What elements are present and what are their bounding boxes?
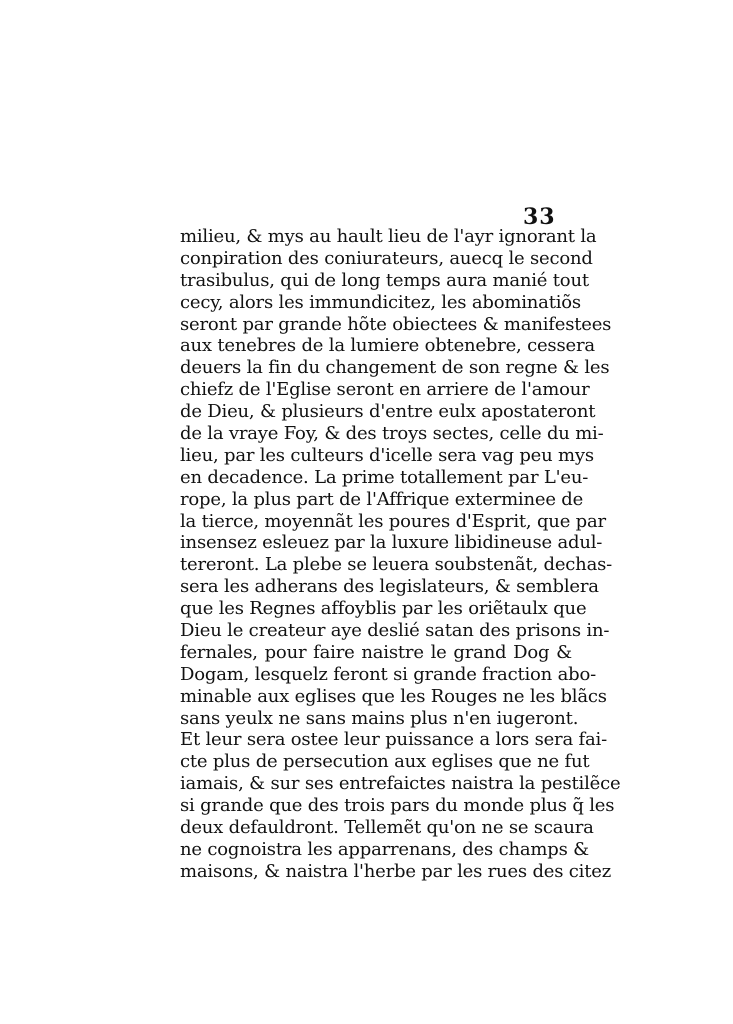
text-line: Dieu le createur aye deslié satan des prisons in- [180,620,610,642]
text-line: tereront. La plebe se leuera soubstenãt, dechas- [180,554,613,576]
text-line: sans yeulx ne sans mains plus n'en iugeront. [180,707,579,729]
text-line: aux tenebres de la lumiere obtenebre, cessera [180,335,595,357]
text-line: minable aux eglises que les Rouges ne les blãcs [180,685,607,707]
text-line: seront par grande hõte obiectees & manifestees [180,313,612,335]
text-line: trasibulus, qui de long temps aura manié tout [180,269,589,291]
text-line: conpiration des coniurateurs, auecq le second [180,247,593,269]
text-line: iamais, & sur ses entrefaictes naistra la pestilẽce [180,773,621,795]
text-line: lieu, par les culteurs d'icelle sera vag peu mys [180,444,594,466]
text-line: en decadence. La prime totallement par L'eu- [180,466,589,488]
text-line: milieu, & mys au hault lieu de l'ayr ignorant la [180,226,597,247]
text-line: que les Regnes affoyblis par les oriẽtaulx que [180,598,587,620]
text-line: insensez esleuez par la luxure libidineuse adul- [180,532,603,554]
text-line: rope, la plus part de l'Affrique exterminee de [180,488,584,510]
text-line: Dogam, lesquelz feront si grande fraction abo- [180,663,596,685]
text-line: deux defauldront. Tellemẽt qu'on ne se scaura [180,817,594,839]
text-line: ne cognoistra les apparrenans, des champs & [180,838,589,860]
text-line: maisons, & naistra l'herbe par les rues des citez [180,860,612,882]
text-line: deuers la fin du changement de son regne & les [180,357,610,379]
body-text [180,226,621,883]
text-line: si grande que des trois pars du monde plus q̃ les [180,795,615,817]
text-line: cecy, alors les immundicitez, les abominatiõs [180,291,581,313]
text-line: Et leur sera ostee leur puissance a lors sera fai- [180,729,607,751]
text-line: fernales, pour faire naistre le grand Dog & [180,641,572,663]
text-line: sera les adherans des legislateurs, & semblera [180,576,599,598]
text-line: la tierce, moyennãt les poures d'Esprit, que par [180,510,606,532]
text-line: chiefz de l'Eglise seront en arriere de l'amour [180,379,590,401]
text-line: de Dieu, & plusieurs d'entre eulx apostateront [180,401,596,423]
page-number: 33 [523,204,556,230]
text-line: cte plus de persecution aux eglises que ne fut [180,751,590,773]
text-line: de la vraye Foy, & des troys sectes, celle du mi- [180,423,604,445]
